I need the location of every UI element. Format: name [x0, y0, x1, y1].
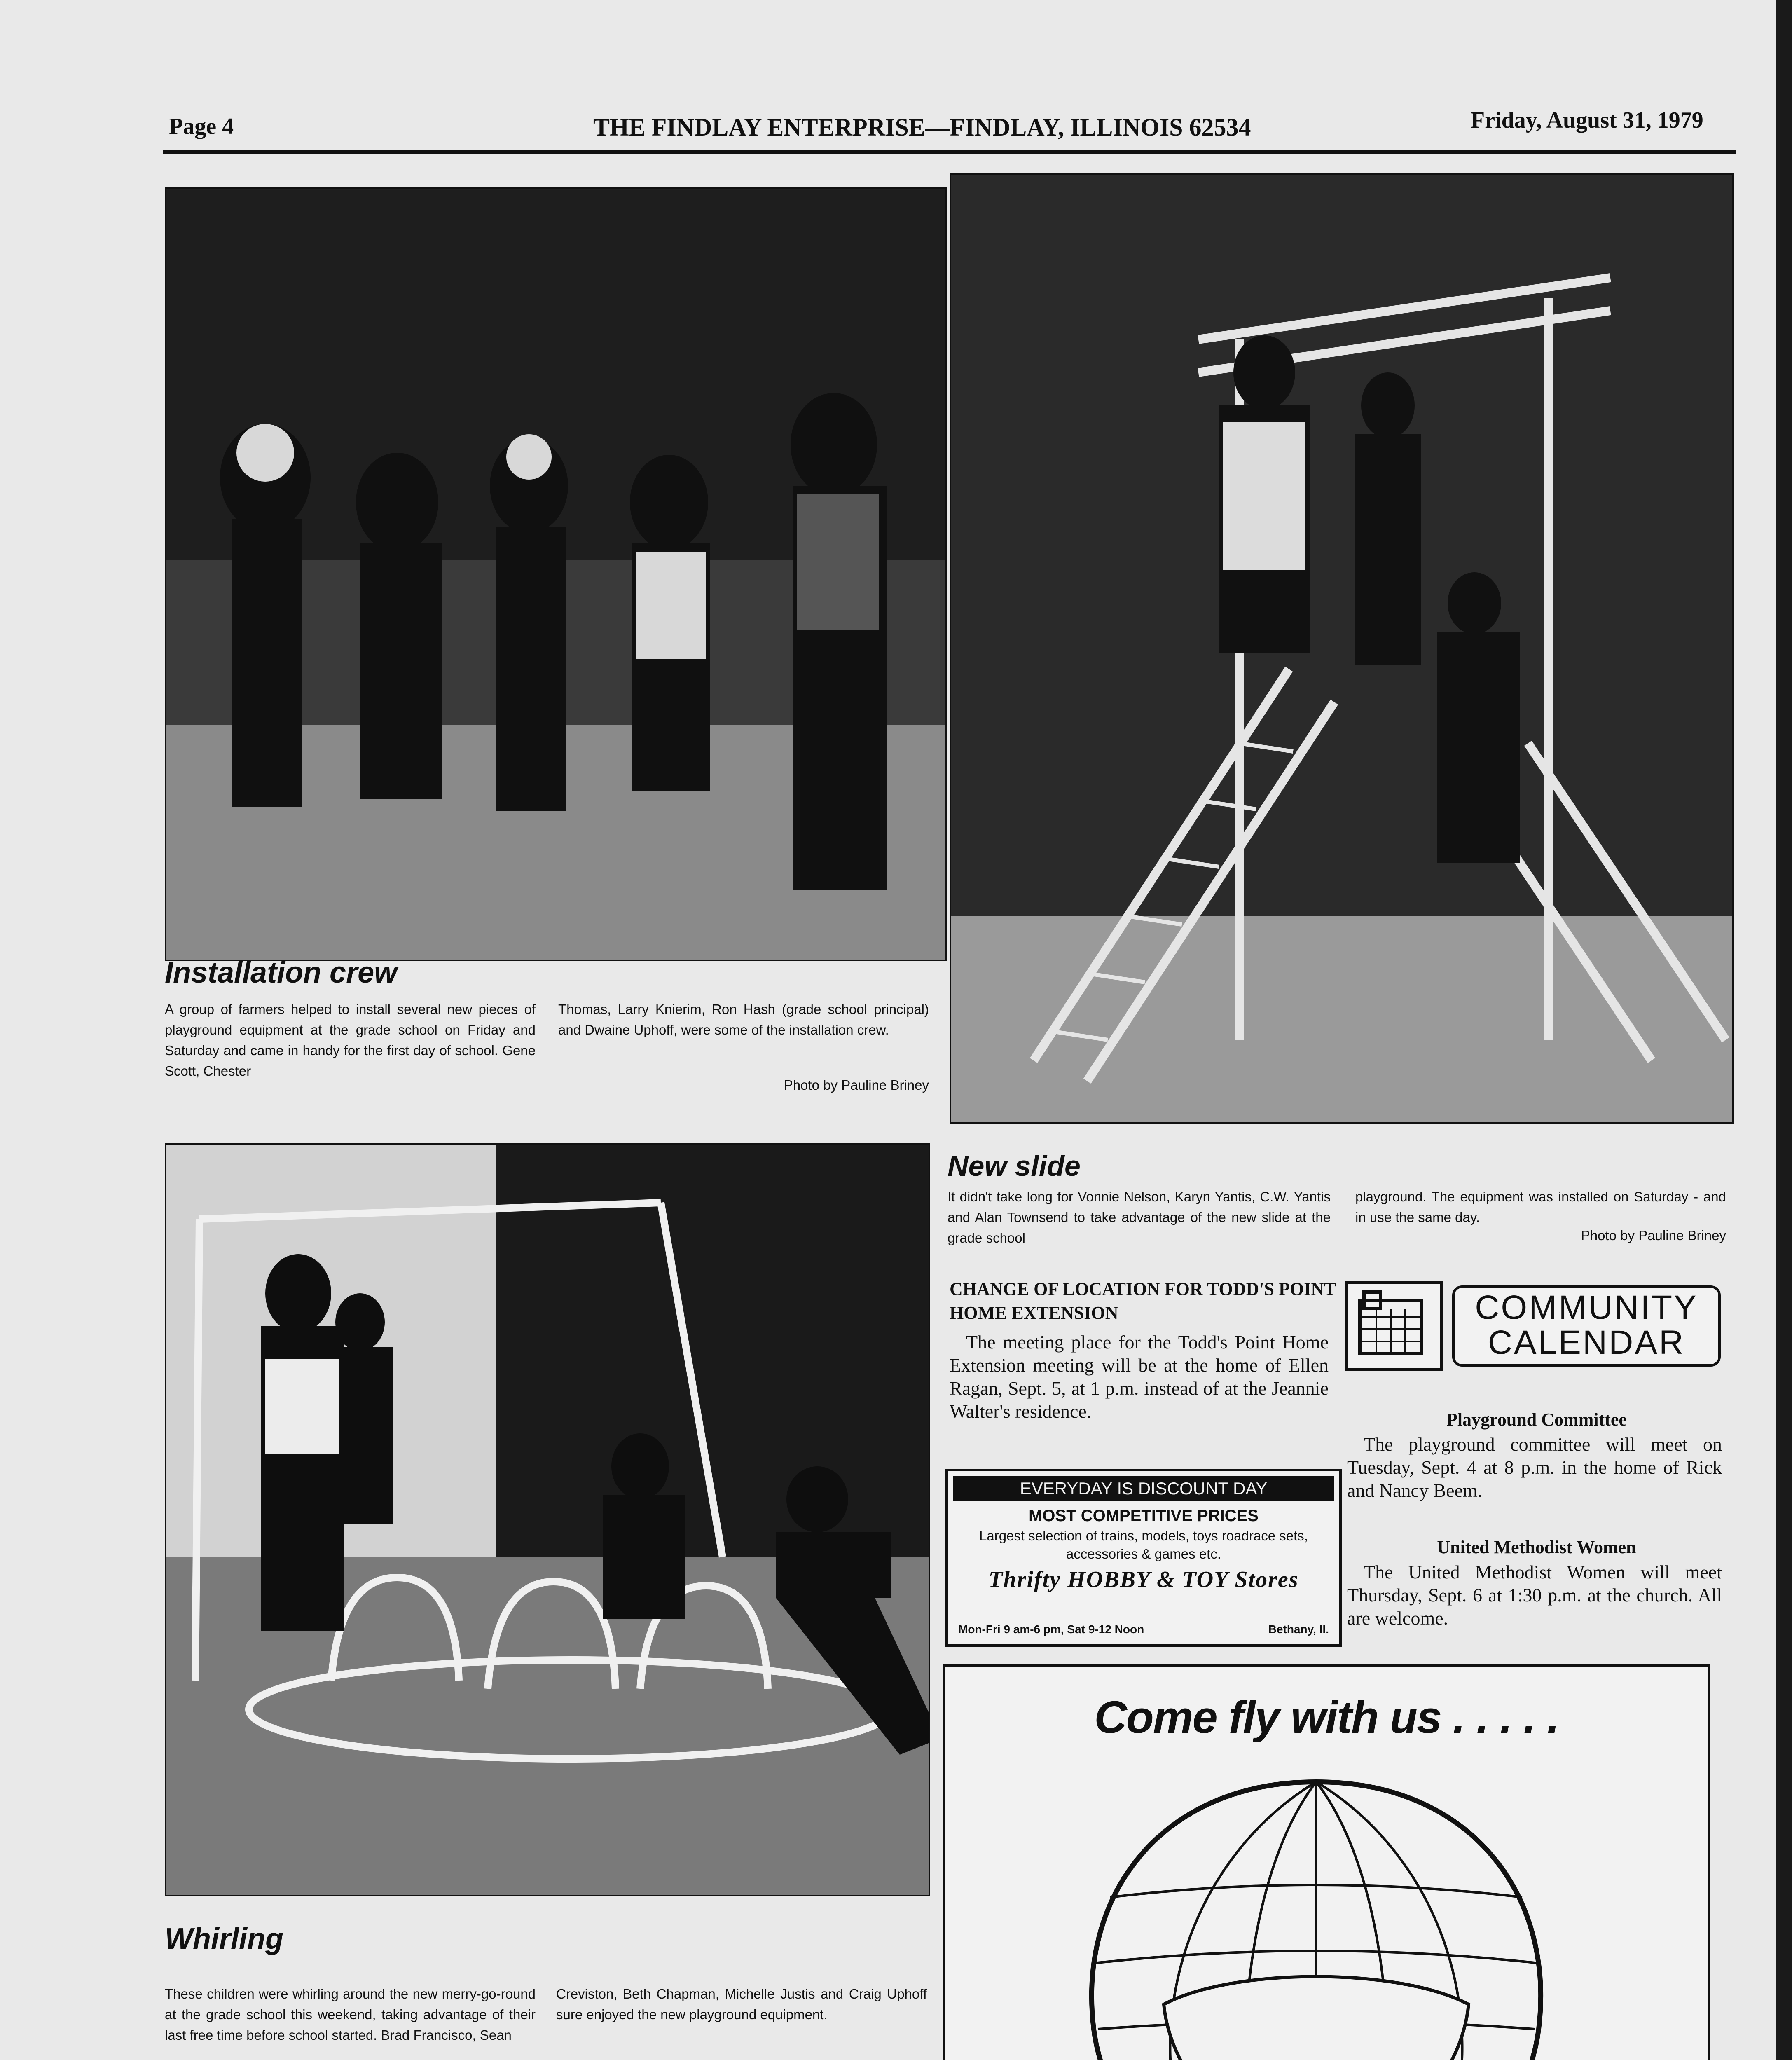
- whirling-photo: [165, 1143, 930, 1896]
- hobby-ad-location: Bethany, Il.: [1268, 1623, 1329, 1636]
- calendar-item-body: The playground committee will meet on Tuesday, Sept. 4 at 8 p.m. in the home of Rick and Nancy Beem.: [1347, 1434, 1722, 1501]
- calendar-logo-line1: COMMUNITY: [1475, 1289, 1698, 1326]
- issue-date: Friday, August 31, 1979: [1471, 108, 1703, 133]
- hobby-ad-hours: Mon-Fri 9 am-6 pm, Sat 9-12 Noon: [958, 1623, 1144, 1636]
- page-number: Page 4: [169, 114, 234, 139]
- new-slide-caption-right: playground. The equipment was installed on Saturday - and in use the same day.: [1355, 1189, 1726, 1225]
- balloon-ad-headline: Come fly with us . . . . .: [1094, 1692, 1559, 1743]
- community-calendar-logo: [1452, 1285, 1721, 1367]
- hobby-ad-body: Largest selection of trains, models, toys roadrace sets, accessories & games etc.: [979, 1528, 1308, 1561]
- installation-crew-photo: [165, 187, 947, 961]
- calendar-icon: [1345, 1281, 1443, 1371]
- calendar-item-title: United Methodist Women: [1437, 1537, 1636, 1557]
- hobby-ad-logo: Thrifty HOBBY & TOY Stores: [988, 1567, 1299, 1592]
- new-slide-photo: [950, 173, 1734, 1124]
- installation-caption-left: A group of farmers helped to install several new pieces of playground equipment at the grade school on Friday and Saturday and came in handy for the first day of school. Gene Scott, Chester: [165, 1002, 536, 1079]
- newspaper-title: THE FINDLAY ENTERPRISE—FINDLAY, ILLINOIS 62534: [593, 114, 1251, 141]
- balloon-ad: [943, 1664, 1710, 2060]
- masthead-rule: [163, 150, 1736, 154]
- page-edge: [1776, 0, 1792, 2060]
- calendar-item-body: The United Methodist Women will meet Thursday, Sept. 6 at 1:30 p.m. at the church. All are welcome.: [1347, 1561, 1722, 1629]
- installation-credit: Photo by Pauline Briney: [784, 1077, 929, 1093]
- new-slide-heading: New slide: [947, 1150, 1081, 1182]
- whirling-caption-left: These children were whirling around the new merry-go-round at the grade school this weekend, taking advantage of their last free time before school started. Brad Francisco, Sean: [165, 1986, 536, 2043]
- hobby-ad-headline: MOST COMPETITIVE PRICES: [1029, 1507, 1259, 1525]
- whirling-heading: Whirling: [165, 1922, 283, 1955]
- whirling-caption-right: Creviston, Beth Chapman, Michelle Justis and Craig Uphoff sure enjoyed the new playground equipment.: [556, 1986, 927, 2022]
- hot-air-balloon-icon: [1028, 1774, 1605, 2060]
- calendar-logo-line2: CALENDAR: [1488, 1324, 1685, 1361]
- hobby-ad-banner: EVERYDAY IS DISCOUNT DAY: [953, 1476, 1334, 1501]
- installation-heading: Installation crew: [165, 956, 398, 989]
- hobby-store-ad: [945, 1469, 1342, 1647]
- installation-caption-right: Thomas, Larry Knierim, Ron Hash (grade school principal) and Dwaine Uphoff, were some of the installation crew.: [558, 1002, 929, 1037]
- new-slide-credit: Photo by Pauline Briney: [1581, 1228, 1726, 1243]
- calendar-item-title: Playground Committee: [1446, 1409, 1627, 1430]
- change-notice-heading: CHANGE OF LOCATION FOR TODD'S POINT HOME EXTENSION: [950, 1279, 1336, 1323]
- change-notice-body: The meeting place for the Todd's Point Home Extension meeting will be at the home of Ellen Ragan, Sept. 5, at 1 p.m. instead of at the Jeannie Walter's residence.: [950, 1332, 1329, 1422]
- new-slide-caption-left: It didn't take long for Vonnie Nelson, Karyn Yantis, C.W. Yantis and Alan Townsend to take advantage of the new slide at the grade school: [947, 1189, 1331, 1245]
